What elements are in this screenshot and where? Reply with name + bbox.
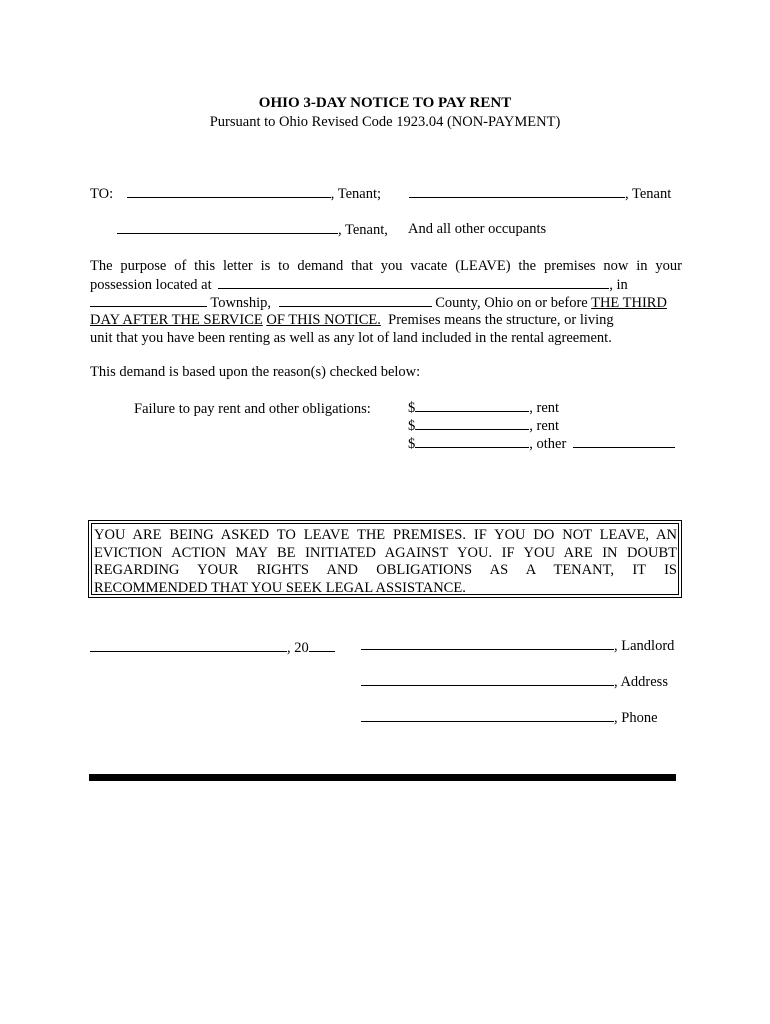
other-description-field[interactable] — [573, 434, 675, 448]
township-field[interactable] — [90, 293, 207, 307]
purpose-line-5: unit that you have been renting as well as any lot of land included in the rental agreement. — [90, 330, 612, 346]
reason-row-1 — [408, 398, 559, 417]
warning-box — [88, 520, 682, 598]
warning-line-2: EVICTION ACTION MAY BE INITIATED AGAINST YOU. IF YOU ARE IN DOUBT — [94, 544, 677, 561]
tenant-3-field[interactable] — [117, 220, 338, 234]
phone-field[interactable] — [361, 708, 614, 722]
page-subtitle: Pursuant to Ohio Revised Code 1923.04 (NON-PAYMENT) — [209, 114, 561, 130]
reason-label-1: , rent — [529, 400, 560, 416]
purpose-line-4 — [90, 311, 614, 329]
tenant-2-field[interactable] — [409, 184, 625, 198]
purpose-line-3 — [90, 293, 667, 312]
township-label: Township, — [207, 295, 271, 311]
address-line — [361, 672, 668, 691]
currency-symbol: $ — [408, 436, 416, 452]
to-line-1b — [409, 184, 671, 203]
phone-line — [361, 708, 658, 727]
deadline-text-1: THE THIRD — [591, 295, 667, 311]
reasons-intro: This demand is based upon the reason(s) checked below: — [90, 364, 421, 380]
address-field[interactable] — [361, 672, 614, 686]
tenant-2-suffix: , Tenant — [625, 186, 672, 202]
deadline-text-3: OF THIS NOTICE. — [266, 312, 381, 328]
reason-label-3: , other — [529, 436, 567, 452]
other-occupants: And all other occupants — [408, 221, 547, 237]
page-title: OHIO 3-DAY NOTICE TO PAY RENT — [258, 95, 512, 111]
other-amount-field[interactable] — [415, 434, 529, 448]
rent-amount-2-field[interactable] — [415, 416, 529, 430]
county-label: County, Ohio on or before — [431, 295, 592, 311]
premises-address-field[interactable] — [218, 275, 609, 289]
to-line-1 — [90, 184, 381, 203]
county-field[interactable] — [279, 293, 432, 307]
address-label: , Address — [614, 674, 668, 690]
landlord-line — [361, 636, 674, 655]
purpose-line-2 — [90, 275, 628, 294]
tenant-1-field[interactable] — [127, 184, 331, 198]
reason-row-3 — [408, 434, 675, 453]
to-line-2 — [117, 220, 388, 239]
purpose-paragraph — [90, 257, 682, 275]
landlord-label: , Landlord — [614, 638, 675, 654]
warning-line-3: REGARDING YOUR RIGHTS AND OBLIGATIONS AS A TENANT, IT IS — [94, 562, 677, 578]
bottom-rule — [89, 774, 676, 781]
rent-amount-1-field[interactable] — [415, 398, 529, 412]
year-prefix: , 20 — [287, 640, 309, 656]
tenant-3-suffix: , Tenant, — [338, 222, 388, 238]
phone-label: , Phone — [614, 710, 658, 726]
premises-definition: Premises means the structure, or living — [380, 312, 614, 328]
year-field[interactable] — [309, 638, 335, 652]
purpose-line-1: The purpose of this letter is to demand that you vacate (LEAVE) the premises now in your — [90, 258, 682, 274]
landlord-field[interactable] — [361, 636, 614, 650]
failure-label: Failure to pay rent and other obligations: — [134, 401, 371, 417]
currency-symbol: $ — [408, 418, 416, 434]
reason-row-2 — [408, 416, 559, 435]
warning-box-inner — [91, 523, 679, 595]
possession-label: possession located at — [90, 277, 212, 293]
currency-symbol: $ — [408, 400, 416, 416]
deadline-text-2: DAY AFTER THE SERVICE — [90, 312, 263, 328]
reason-label-2: , rent — [529, 418, 560, 434]
tenant-1-suffix: , Tenant; — [330, 186, 381, 202]
in-label: , in — [609, 277, 628, 293]
date-field[interactable] — [90, 638, 287, 652]
to-label: TO: — [90, 186, 114, 202]
warning-line-4: RECOMMENDED THAT YOU SEEK LEGAL ASSISTANCE. — [94, 579, 466, 596]
warning-line-1: YOU ARE BEING ASKED TO LEAVE THE PREMISES. IF YOU DO NOT LEAVE, AN — [94, 527, 677, 543]
date-line — [90, 638, 335, 657]
